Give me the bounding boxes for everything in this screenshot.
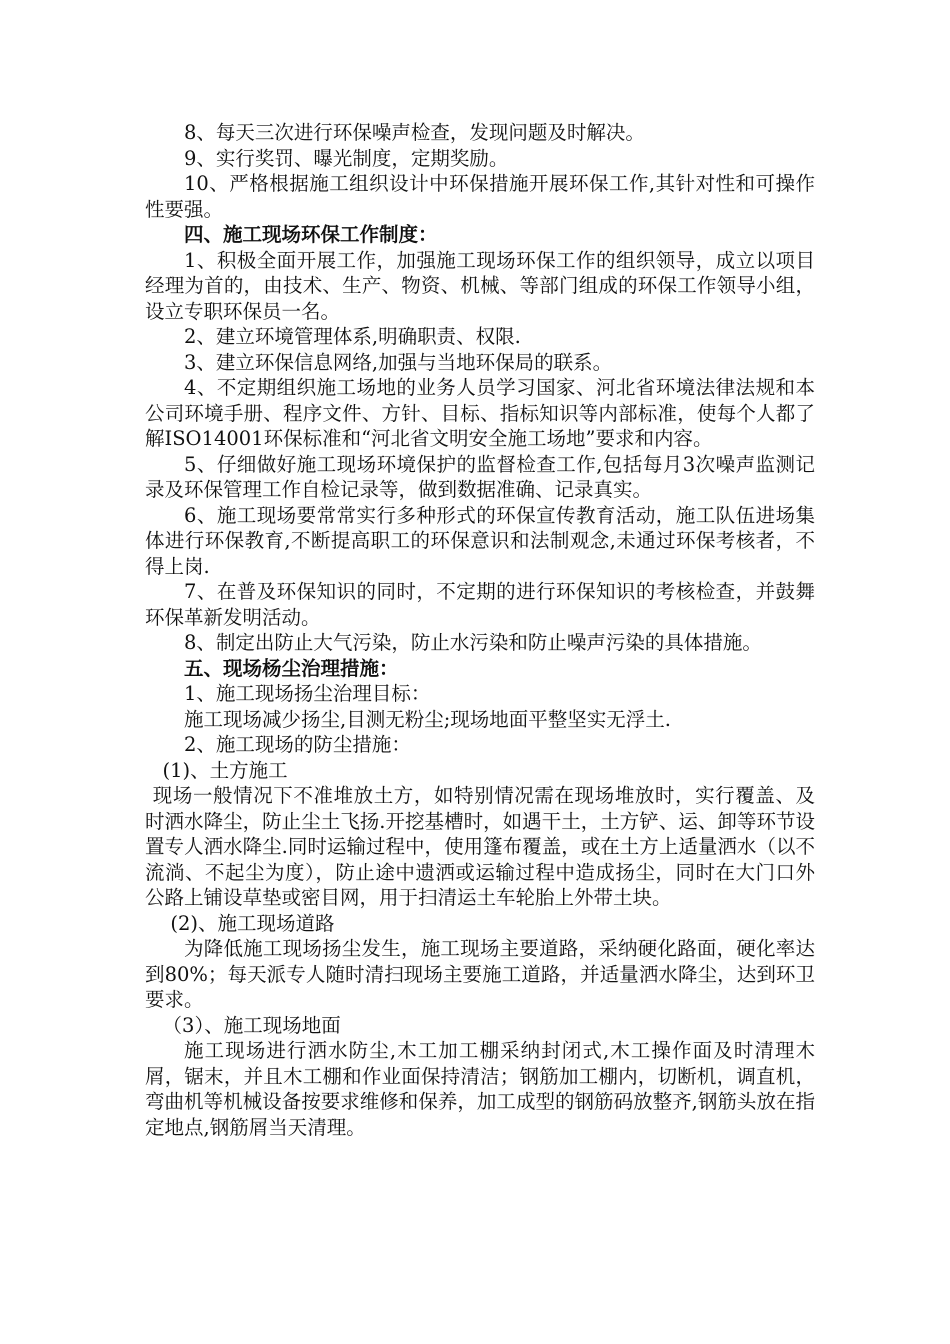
paragraph-road: 为降低施工现场扬尘发生，施工现场主要道路，采纳硬化路面，硬化率达到80%；每天派专人随时清扫现场主要施工道路，并适量洒水降尘，达到环卫要求。 (145, 937, 815, 1011)
paragraph-rule-3: 3、建立环保信息网络,加强与当地环保局的联系。 (184, 350, 613, 374)
subheading-ground: （3）、施工现场地面 (162, 1013, 341, 1037)
paragraph-rule-2: 2、建立环境管理体系,明确职责、权限. (184, 325, 521, 348)
paragraph-rule-8: 8、制定出防止大气污染，防止水污染和防止噪声污染的具体措施。 (184, 631, 762, 654)
paragraph-rule-7: 7、在普及环保知识的同时，不定期的进行环保知识的考核检查，并鼓舞环保革新发明活动。 (145, 580, 815, 629)
paragraph-ground: 施工现场进行洒水防尘,木工加工棚采纳封闭式,木工操作面及时清理木屑，锯末，并且木工棚和作业面保持清洁；钢筋加工棚内，切断机，调直机，弯曲机等机械设备按要求维修和保养，加工成型的钢筋码放整齐,钢筋头放在指定地点,钢筋屑当天清理。 (145, 1039, 815, 1139)
paragraph-rule-6: 6、施工现场要常常实行多种形式的环保宣传教育活动，施工队伍进场集体进行环保教育,不断提高职工的环保意识和法制观念,未通过环保考核者，不得上岗. (145, 503, 815, 578)
paragraph-item-10: 10、严格根据施工组织设计中环保措施开展环保工作,其针对性和可操作性要强。 (145, 172, 815, 221)
paragraph-earthwork: 现场一般情况下不准堆放土方，如特别情况需在现场堆放时，实行覆盖、及时洒水降尘，防止尘土飞扬.开挖基槽时，如遇干土，土方铲、运、卸等环节设置专人洒水降尘.同时运输过程中，使用篷布覆盖，或在土方上适量洒水（以不流淌、不起尘为度），防止途中遗洒或运输过程中造成扬尘，同时在大门口外公路上铺设草垫或密目网，用于扫清运土车轮胎上外带土块。 (145, 784, 815, 909)
paragraph-item-8: 8、每天三次进行环保噪声检查，发现问题及时解决。 (184, 121, 645, 144)
paragraph-dust-goal-title: 1、施工现场扬尘治理目标： (184, 682, 431, 705)
section-heading-4: 四、施工现场环保工作制度： (184, 223, 438, 246)
paragraph-rule-1: 1、积极全面开展工作，加强施工现场环保工作的组织领导，成立以项目经理为首的，由技术、生产、物资、机械、等部门组成的环保工作领导小组，设立专职环保员一名。 (145, 248, 815, 323)
section-heading-5: 五、现场杨尘治理措施： (184, 656, 399, 680)
paragraph-dust-measures-title: 2、施工现场的防尘措施： (184, 733, 411, 756)
paragraph-rule-5: 5、仔细做好施工现场环境保护的监督检查工作,包括每月3次噪声监测记录及环保管理工作自检记录等，做到数据准确、记录真实。 (145, 452, 815, 501)
paragraph-rule-4: 4、不定期组织施工场地的业务人员学习国家、河北省环境法律法规和本公司环境手册、程序文件、方针、目标、指标知识等内部标准，使每个人都了解ISO14001环保标准和“河北省文明安全施工场地”要求和内容。 (145, 376, 815, 450)
document-body (145, 120, 815, 1140)
subheading-road: (2)、施工现场道路 (170, 911, 335, 935)
paragraph-dust-goal: 施工现场减少扬尘,目测无粉尘;现场地面平整坚实无浮土. (184, 707, 671, 731)
paragraph-item-9: 9、实行奖罚、曝光制度，定期奖励。 (184, 146, 509, 170)
subheading-earthwork: (1)、土方施工 (162, 758, 288, 782)
